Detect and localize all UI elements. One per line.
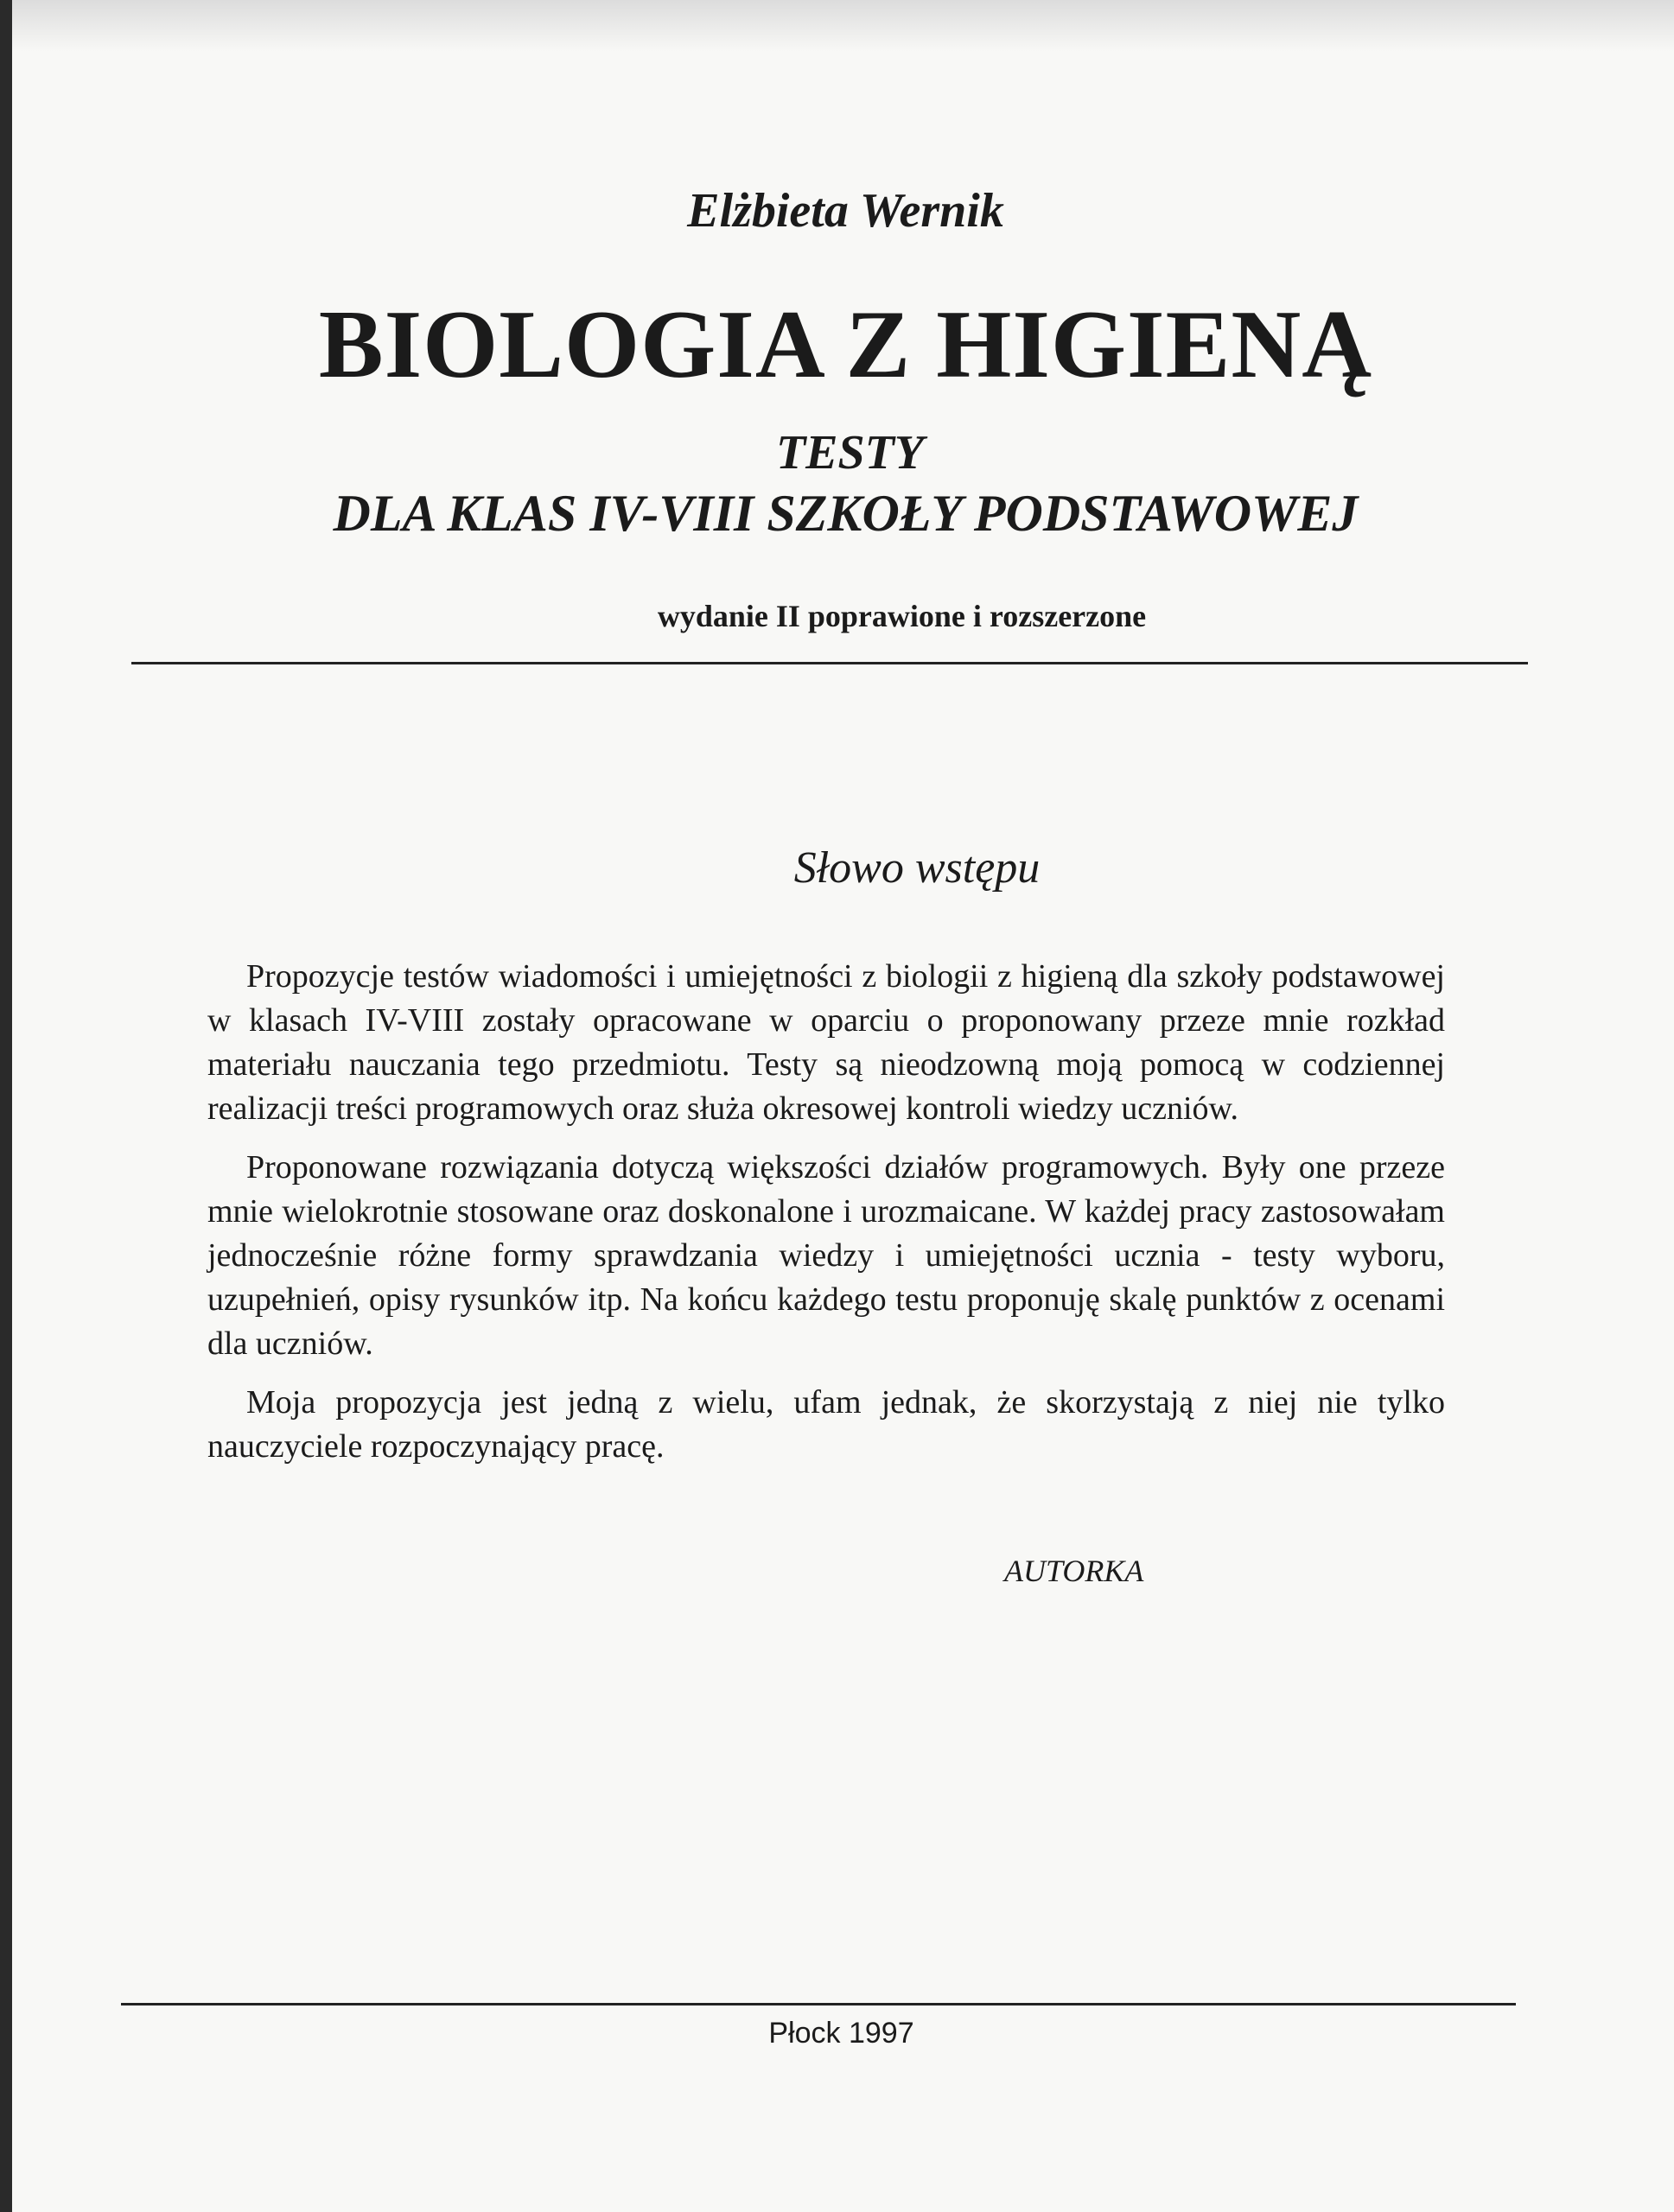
book-title: BIOLOGIA Z HIGIENĄ (318, 291, 1373, 398)
book-subtitle-classes: DLA KLAS IV-VIII SZKOŁY PODSTAWOWEJ (333, 485, 1359, 542)
author-name: Elżbieta Wernik (687, 184, 1004, 238)
preface-signature: AUTORKA (1004, 1554, 1144, 1588)
preface-body (207, 955, 1445, 1484)
scan-shadow (12, 0, 1674, 52)
preface-heading: Słowo wstępu (793, 843, 1041, 893)
top-divider (131, 662, 1528, 664)
edition-note: wydanie II poprawione i rozszerzone (657, 599, 1147, 633)
preface-paragraph: Proponowane rozwiązania dotyczą większości działów programowych. Były one przeze mnie wielokrotnie stosowane oraz doskonalone i urozmaicane. W każdej pracy zastosowałam jednocześnie różne formy sprawdzania wiedzy i umiejętności ucznia - testy wyboru, uzupełnień, opisy rysunków itp. Na końcu każdego testu proponuję skalę punktów z ocenami dla uczniów. (207, 1149, 1445, 1362)
preface-paragraph: Propozycje testów wiadomości i umiejętności z biologii z higieną dla szkoły podstawowej w klasach IV-VIII zostały opracowane w oparciu o proponowany przeze mnie rozkład materiału nauczania tego przedmiotu. Testy są nieodzowną moją pomocą w codziennej realizacji treści programowych oraz służa okresowej kontroli wiedzy uczniów. (207, 958, 1445, 1127)
bottom-divider (121, 2003, 1516, 2005)
preface-paragraph: Moja propozycja jest jedną z wielu, ufam jednak, że skorzystają z niej nie tylko nauczyciele rozpoczynający pracę. (207, 1384, 1445, 1465)
publication-place-year: Płock 1997 (768, 2017, 914, 2050)
book-subtitle-tests: TESTY (775, 426, 925, 480)
